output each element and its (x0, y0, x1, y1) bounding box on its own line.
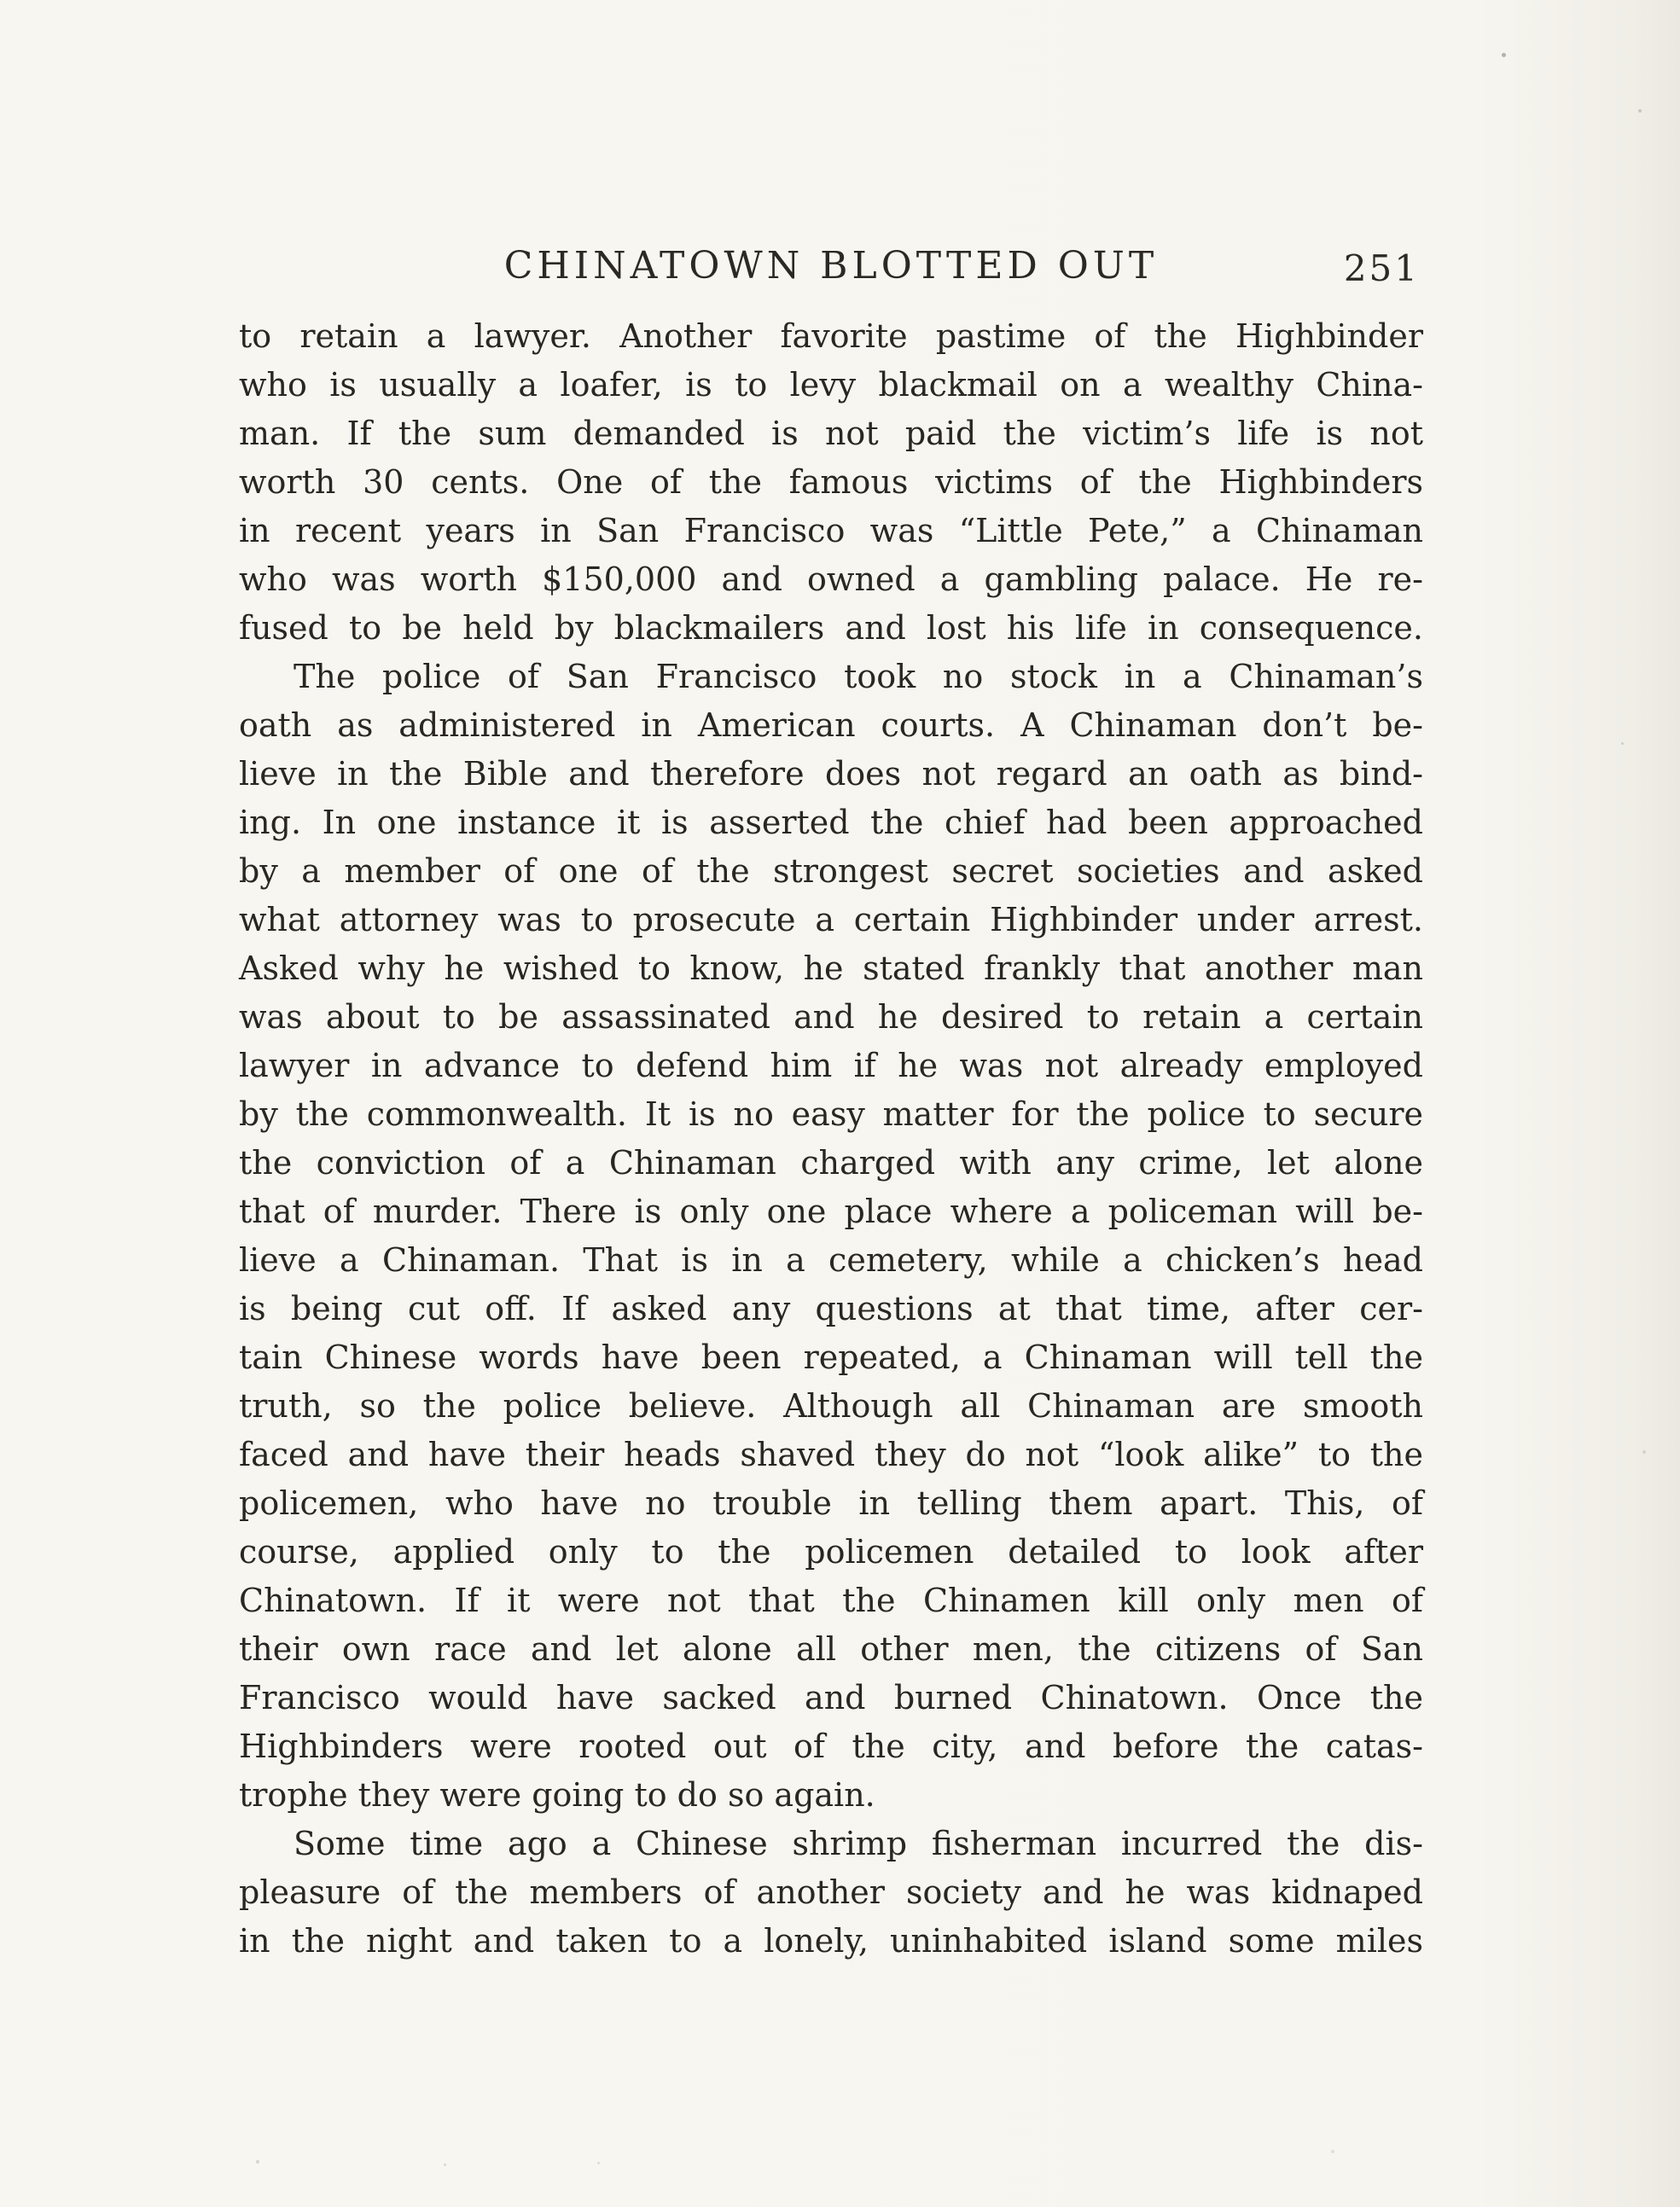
scan-speck (1642, 1450, 1646, 1454)
page-number: 251 (1343, 247, 1420, 289)
text-line: fused to be held by blackmailers and lost his life in consequence. (239, 609, 1423, 647)
text-line: was about to be assassinated and he desired to retain a certain (239, 998, 1423, 1036)
scan-speck (444, 2163, 446, 2166)
text-line: Francisco would have sacked and burned Chinatown. Once the (239, 1679, 1423, 1716)
text-line: lieve in the Bible and therefore does not regard an oath as bind- (239, 755, 1423, 793)
text-line: worth 30 cents. One of the famous victims of the Highbinders (239, 463, 1423, 501)
text-line: tain Chinese words have been repeated, a Chinaman will tell the (239, 1339, 1423, 1376)
scan-speck (1621, 742, 1624, 745)
text-line: faced and have their heads shaved they do not “look alike” to the (239, 1436, 1423, 1473)
text-line: Asked why he wished to know, he stated frankly that another man (239, 950, 1423, 987)
text-line: Chinatown. If it were not that the Chinamen kill only men of (239, 1582, 1423, 1619)
page-body (239, 312, 1423, 1966)
text-line: the conviction of a Chinaman charged with any crime, let alone (239, 1144, 1423, 1182)
text-line: Highbinders were rooted out of the city, and before the catas- (239, 1728, 1423, 1765)
scan-speck (1502, 53, 1506, 57)
text-line: lawyer in advance to defend him if he was not already employed (239, 1047, 1423, 1084)
text-line: pleasure of the members of another society and he was kidnaped (239, 1873, 1423, 1911)
scan-speck (1638, 109, 1642, 113)
text-line: by the commonwealth. It is no easy matter for the police to secure (239, 1095, 1423, 1133)
text-line: who was worth $150,000 and owned a gambling palace. He re- (239, 560, 1423, 598)
text-line: lieve a Chinaman. That is in a cemetery, while a chicken’s head (239, 1241, 1423, 1279)
text-line: in recent years in San Francisco was “Little Pete,” a Chinaman (239, 512, 1423, 549)
text-line: that of murder. There is only one place where a policeman will be- (239, 1193, 1423, 1230)
text-line: who is usually a loafer, is to levy blackmail on a wealthy China- (239, 366, 1423, 404)
text-line: to retain a lawyer. Another favorite pastime of the Highbinder (239, 317, 1423, 355)
text-line: man. If the sum demanded is not paid the victim’s life is not (239, 415, 1423, 452)
text-line: The police of San Francisco took no stock in a Chinaman’s (294, 658, 1423, 695)
text-line: trophe they were going to do so again. (239, 1776, 875, 1814)
text-line: by a member of one of the strongest secret societies and asked (239, 852, 1423, 890)
scan-speck (1331, 2150, 1334, 2153)
text-line: truth, so the police believe. Although all Chinaman are smooth (239, 1387, 1423, 1425)
text-line: oath as administered in American courts. A Chinaman don’t be- (239, 706, 1423, 744)
paragraph (239, 1820, 1423, 1966)
text-line: Some time ago a Chinese shrimp fisherman incurred the dis- (294, 1825, 1423, 1862)
text-line: ing. In one instance it is asserted the chief had been approached (239, 804, 1423, 841)
text-line: course, applied only to the policemen detailed to look after (239, 1533, 1423, 1571)
text-line: is being cut off. If asked any questions at that time, after cer- (239, 1290, 1423, 1327)
text-line: policemen, who have no trouble in telling them apart. This, of (239, 1484, 1423, 1522)
scan-speck (256, 2160, 259, 2163)
text-line: their own race and let alone all other men, the citizens of San (239, 1630, 1423, 1668)
page-header (239, 244, 1423, 299)
page-title: CHINATOWN BLOTTED OUT (503, 244, 1159, 287)
scan-speck (597, 2162, 600, 2164)
paragraph (239, 653, 1423, 1820)
paragraph (239, 312, 1423, 653)
text-line: what attorney was to prosecute a certain Highbinder under arrest. (239, 901, 1423, 938)
text-line: in the night and taken to a lonely, uninhabited island some miles (239, 1922, 1423, 1960)
